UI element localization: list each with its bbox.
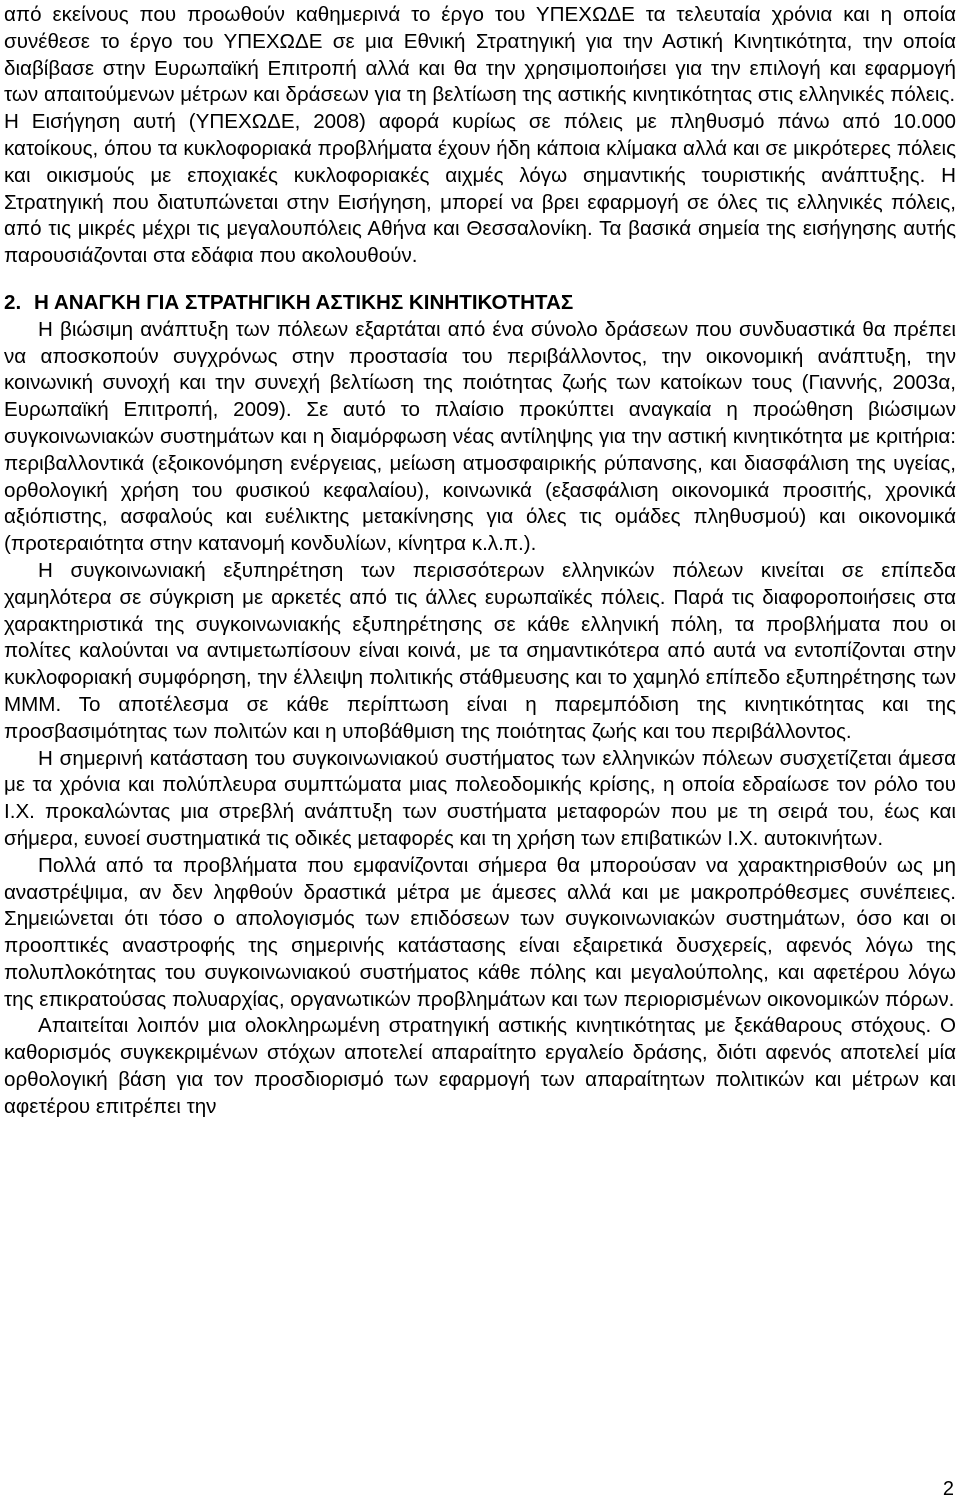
document-page — [4, 2, 956, 1121]
intro-paragraph-2: Η Εισήγηση αυτή (ΥΠΕΧΩΔΕ, 2008) αφορά κυρίως σε πόλεις με πληθυσμό πάνω από 10.000 κατοίκους, όπου τα κυκλοφοριακά προβλήματα έχουν ήδη κάποια κλίμακα αλλά και σε μικρότερες πόλεις και οικισμούς με εποχιακές κυκλοφοριακές αιχμές λόγω σημαντικής τουριστικής ανάπτυξης. Η Στρατηγική που διατυπώνεται στην Εισήγηση, μπορεί να βρει εφαρμογή σε όλες τις ελληνικές πόλεις, από τις μικρές μέχρι τις μεγαλουπόλεις Αθήνα και Θεσσαλονίκη. Τα βασικά σημεία της εισήγησης αυτής παρουσιάζονται στα εδάφια που ακολουθούν. — [4, 110, 956, 268]
section-paragraph: Απαιτείται λοιπόν μια ολοκληρωμένη στρατηγική αστικής κινητικότητας με ξεκάθαρους στόχους. Ο καθορισμός συγκεκριμένων στόχων αποτελεί απαραίτητο εργαλείο δράσης, διότι αφενός αποτελεί μία ορθολογική βάση για τον προσδιορισμό των εφαρμογή των απαραίτητων πολιτικών και μέτρων και αφετέρου επιτρέπει την — [4, 1014, 956, 1118]
section-number: 2. — [4, 290, 22, 314]
section-paragraph: Η συγκοινωνιακή εξυπηρέτηση των περισσότερων ελληνικών πόλεων κινείται σε επίπεδα χαμηλότερα σε σύγκριση με αρκετές από τις άλλες ευρωπαϊκές πόλεις. Παρά τις διαφοροποιήσεις στα χαρακτηριστικά της συγκοινωνιακής εξυπηρέτησης σε κάθε ελληνική πόλη, τα προβλήματα που οι πολίτες καλούνται να αντιμετωπίσουν είναι κοινά, με τα σημαντικότερα από αυτά να εντοπίζονται στην κυκλοφοριακή συμφόρηση, την έλλειψη πολιτικής στάθμευσης και το χαμηλό επίπεδο εξυπηρέτησης των ΜΜΜ. Το αποτέλεσμα σε κάθε περίπτωση είναι η παρεμπόδιση της κινητικότητας και της προσβασιμότητας των πολιτών και η υποβάθμιση της ποιότητας ζωής και του περιβάλλοντος. — [4, 558, 956, 743]
page-number: 2 — [942, 1478, 954, 1500]
section-heading — [4, 290, 956, 317]
section-paragraph: Πολλά από τα προβλήματα που εμφανίζονται σήμερα θα μπορούσαν να χαρακτηρισθούν ως μη αναστρέψιμα, αν δεν ληφθούν δραστικά μέτρα με άμεσες αλλά και με μακροπρόθεσμες συνέπειες. Σημειώνεται ότι τόσο ο απολογισμός των επιδόσεων των συγκοινωνιακών συστημάτων, όσο και οι προοπτικές αναστροφής της σημερινής κατάστασης είναι εξαιρετικά δυσχερείς, αφενός λόγω της πολυπλοκότητας του συγκοινωνιακού συστήματος κάθε πόλης και μεγαλούπολης, και αφετέρου λόγω της επικρατούσας πολυαρχίας, οργανωτικών προβλημάτων και των περιορισμένων οικονομικών πόρων. — [4, 853, 956, 1011]
section-paragraph: Η βιώσιμη ανάπτυξη των πόλεων εξαρτάται από ένα σύνολο δράσεων που συνδυαστικά θα πρέπει να αποσκοπούν συγχρόνως στην προστασία του περιβάλλοντος, την οικονομική ανάπτυξη, την κοινωνική συνοχή και την συνεχή βελτίωση της ποιότητας ζωής των κατοίκων τους (Γιαννής, 2003α, Ευρωπαϊκή Επιτροπή, 2009). Σε αυτό το πλαίσιο προκύπτει αναγκαία η προώθηση βιώσιμων συγκοινωνιακών συστημάτων και η διαμόρφωση νέας αντίληψης για την αστική κινητικότητα με κριτήρια: περιβαλλοντικά (εξοικονόμηση ενέργειας, μείωση ατμοσφαιρικής ρύπανσης, και διασφάλιση της υγείας, ορθολογική χρήση του φυσικού κεφαλαίου), κοινωνικά (εξασφάλιση οικονομικά προσιτής, χρονικά αξιόπιστης, ασφαλούς και ευέλικτης μετακίνησης για όλες τις ομάδες πληθυσμού) και οικονομικά (προτεραιότητα στην κατανομή κονδυλίων, κίνητρα κ.λ.π.). — [4, 317, 956, 556]
section-title: Η ΑΝΑΓΚΗ ΓΙΑ ΣΤΡΑΤΗΓΙΚΗ ΑΣΤΙΚΗΣ ΚΙΝΗΤΙΚΟΤΗΤΑΣ — [34, 290, 574, 314]
section-paragraph: Η σημερινή κατάσταση του συγκοινωνιακού συστήματος των ελληνικών πόλεων συσχετίζεται άμεσα με τα χρόνια και πολύπλευρα συμπτώματα μιας πολεοδομικής κρίσης, η οποία εδραίωσε τον ρόλο του Ι.Χ. προκαλώντας μια στρεβλή ανάπτυξη των συστήματα μεταφορών που με τη σειρά του, έως και σήμερα, ευνοεί συστηματικά τις οδικές μεταφορές και τη χρήση των επιβατικών Ι.Χ. αυτοκινήτων. — [4, 746, 956, 850]
intro-paragraph-1: από εκείνους που προωθούν καθημερινά το έργο του ΥΠΕΧΩΔΕ τα τελευταία χρόνια και η οποία συνέθεσε το έργο του ΥΠΕΧΩΔΕ σε μια Εθνική Στρατηγική για την Αστική Κινητικότητα, την οποία διαβίβασε στην Ευρωπαϊκή Επιτροπή αλλά και θα την χρησιμοποιήσει για την επιλογή και εφαρμογή των απαιτούμενων μέτρων και δράσεων για τη βελτίωση της αστικής κινητικότητας στις ελληνικές πόλεις. — [4, 3, 956, 107]
